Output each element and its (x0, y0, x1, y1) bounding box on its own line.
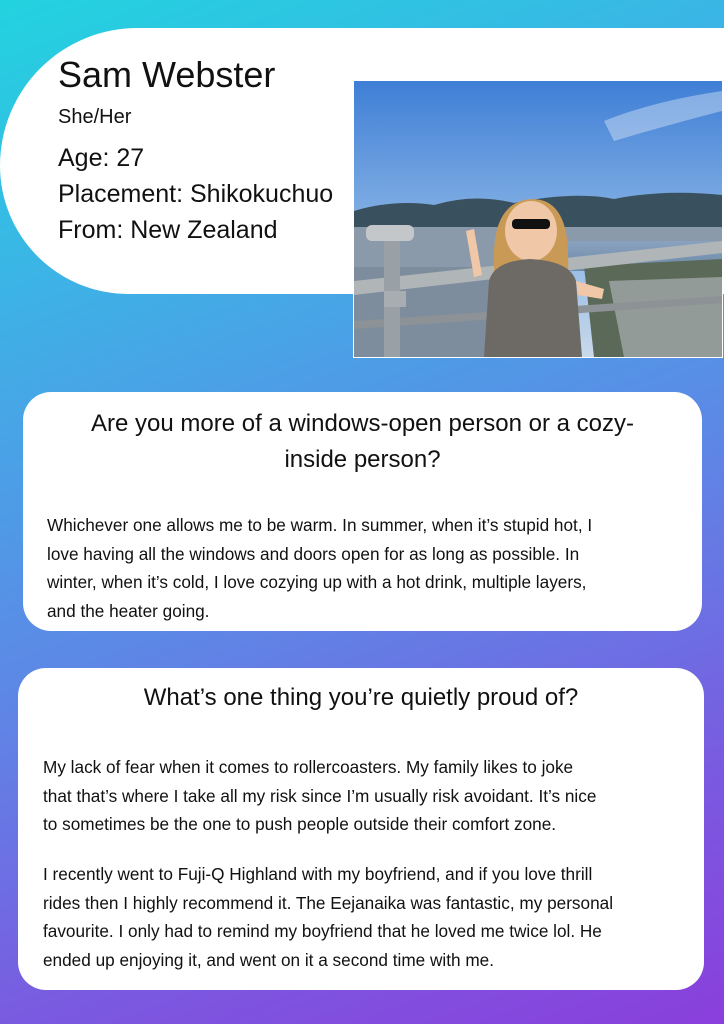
answer-line: to sometimes be the one to push people outside their comfort zone. (43, 814, 557, 834)
answer-line: Whichever one allows me to be warm. In summer, when it’s stupid hot, I (47, 515, 593, 535)
question-line: inside person? (284, 446, 441, 473)
answer-line: winter, when it’s cold, I love cozying up with a hot drink, multiple layers, (47, 572, 587, 592)
question-line: Are you more of a windows-open person or a cozy- (91, 410, 634, 437)
answer-line: love having all the windows and doors open for as long as possible. In (47, 543, 580, 564)
portrait-photo-icon (354, 81, 722, 357)
answer-line: rides then I highly recommend it. The Eejanaika was fantastic, my personal (43, 892, 614, 913)
answer-line: ended up enjoying it, and went on it a second time with me. (43, 949, 494, 970)
qa-card-windows (23, 392, 702, 631)
profile-pronouns: She/Her (58, 106, 132, 128)
profile-name: Sam Webster (58, 54, 276, 95)
qa-card-proud (18, 668, 704, 990)
profile-placement: Placement: Shikokuchuo (58, 180, 334, 208)
profile-from: From: New Zealand (58, 216, 278, 244)
question-title: What’s one thing you’re quietly proud of? (143, 684, 579, 711)
answer-line: My lack of fear when it comes to rollercoasters. My family likes to joke (43, 757, 574, 777)
answer-line: favourite. I only had to remind my boyfriend that he loved me twice lol. He (43, 921, 602, 941)
profile-age: Age: 27 (58, 144, 145, 172)
answer-line: that that’s where I take all my risk since I’m usually risk avoidant. It’s nice (43, 785, 597, 806)
answer-line: I recently went to Fuji-Q Highland with my boyfriend, and if you love thrill (43, 864, 593, 884)
answer-line: and the heater going. (47, 600, 210, 621)
profile-photo (353, 80, 723, 358)
